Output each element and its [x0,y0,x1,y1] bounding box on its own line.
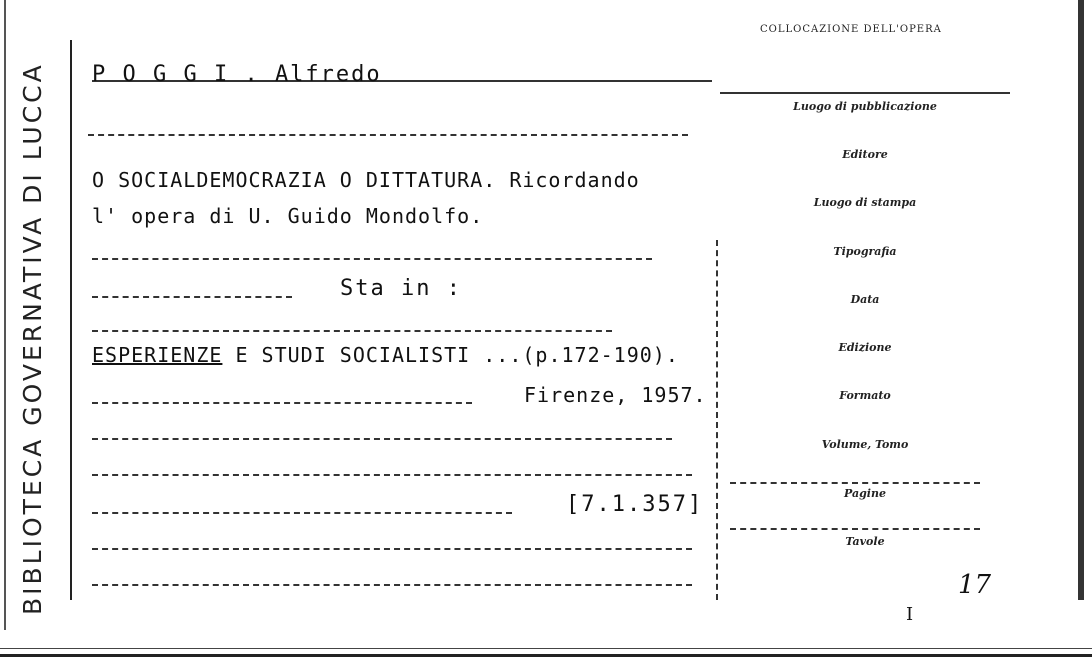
title-line-2: l' opera di U. Guido Mondolfo. [92,204,484,228]
journal-name: ESPERIENZE [92,343,223,367]
author-heading: P O G G I . Alfredo [92,62,382,87]
ruled-line [92,474,692,476]
library-name: BIBLIOTECA GOVERNATIVA DI LUCCA [18,62,47,615]
shelfmark: [7.1.357] [566,492,704,517]
ruled-line [92,584,692,586]
field-label-editore: Editore [842,148,888,161]
handwritten-number: 17 [958,570,992,600]
card-bottom-rule [0,648,1092,649]
ruled-line [92,296,292,298]
ruled-line [730,482,980,484]
ruled-line [92,330,612,332]
spine-divider [70,40,72,600]
field-label-volume-tomo: Volume, Tomo [821,438,909,451]
field-label-luogo-pubblicazione: Luogo di pubblicazione [793,100,937,113]
place-year: Firenze, 1957. [524,383,707,407]
right-column-divider [716,240,720,600]
ruled-line [92,402,472,404]
field-label-tipografia: Tipografia [833,245,897,258]
card-left-edge [4,0,6,630]
ruled-line [88,134,688,136]
field-label-edizione: Edizione [838,341,892,354]
ruled-line [730,528,980,530]
ruled-line [92,548,692,550]
field-label-data: Data [850,293,880,306]
field-label-tavole: Tavole [845,535,885,548]
ruled-line [92,258,652,260]
sta-in-label: Sta in : [340,276,462,301]
journal-details: E STUDI SOCIALISTI ...(p.172-190). [222,343,679,367]
journal-citation [92,343,679,367]
ruled-line [92,512,512,514]
card-right-edge [1078,0,1084,600]
field-label-formato: Formato [839,389,891,402]
field-label-pagine: Pagine [844,487,886,500]
title-line-1: O SOCIALDEMOCRAZIA O DITTATURA. Ricordando [92,168,640,192]
collocation-header: COLLOCAZIONE DELL'OPERA [760,24,942,35]
card-bottom-edge [0,654,1092,657]
corner-mark: I [906,604,914,625]
field-label-luogo-stampa: Luogo di stampa [813,196,917,209]
right-header-line [720,92,1010,94]
ruled-line [92,438,672,440]
